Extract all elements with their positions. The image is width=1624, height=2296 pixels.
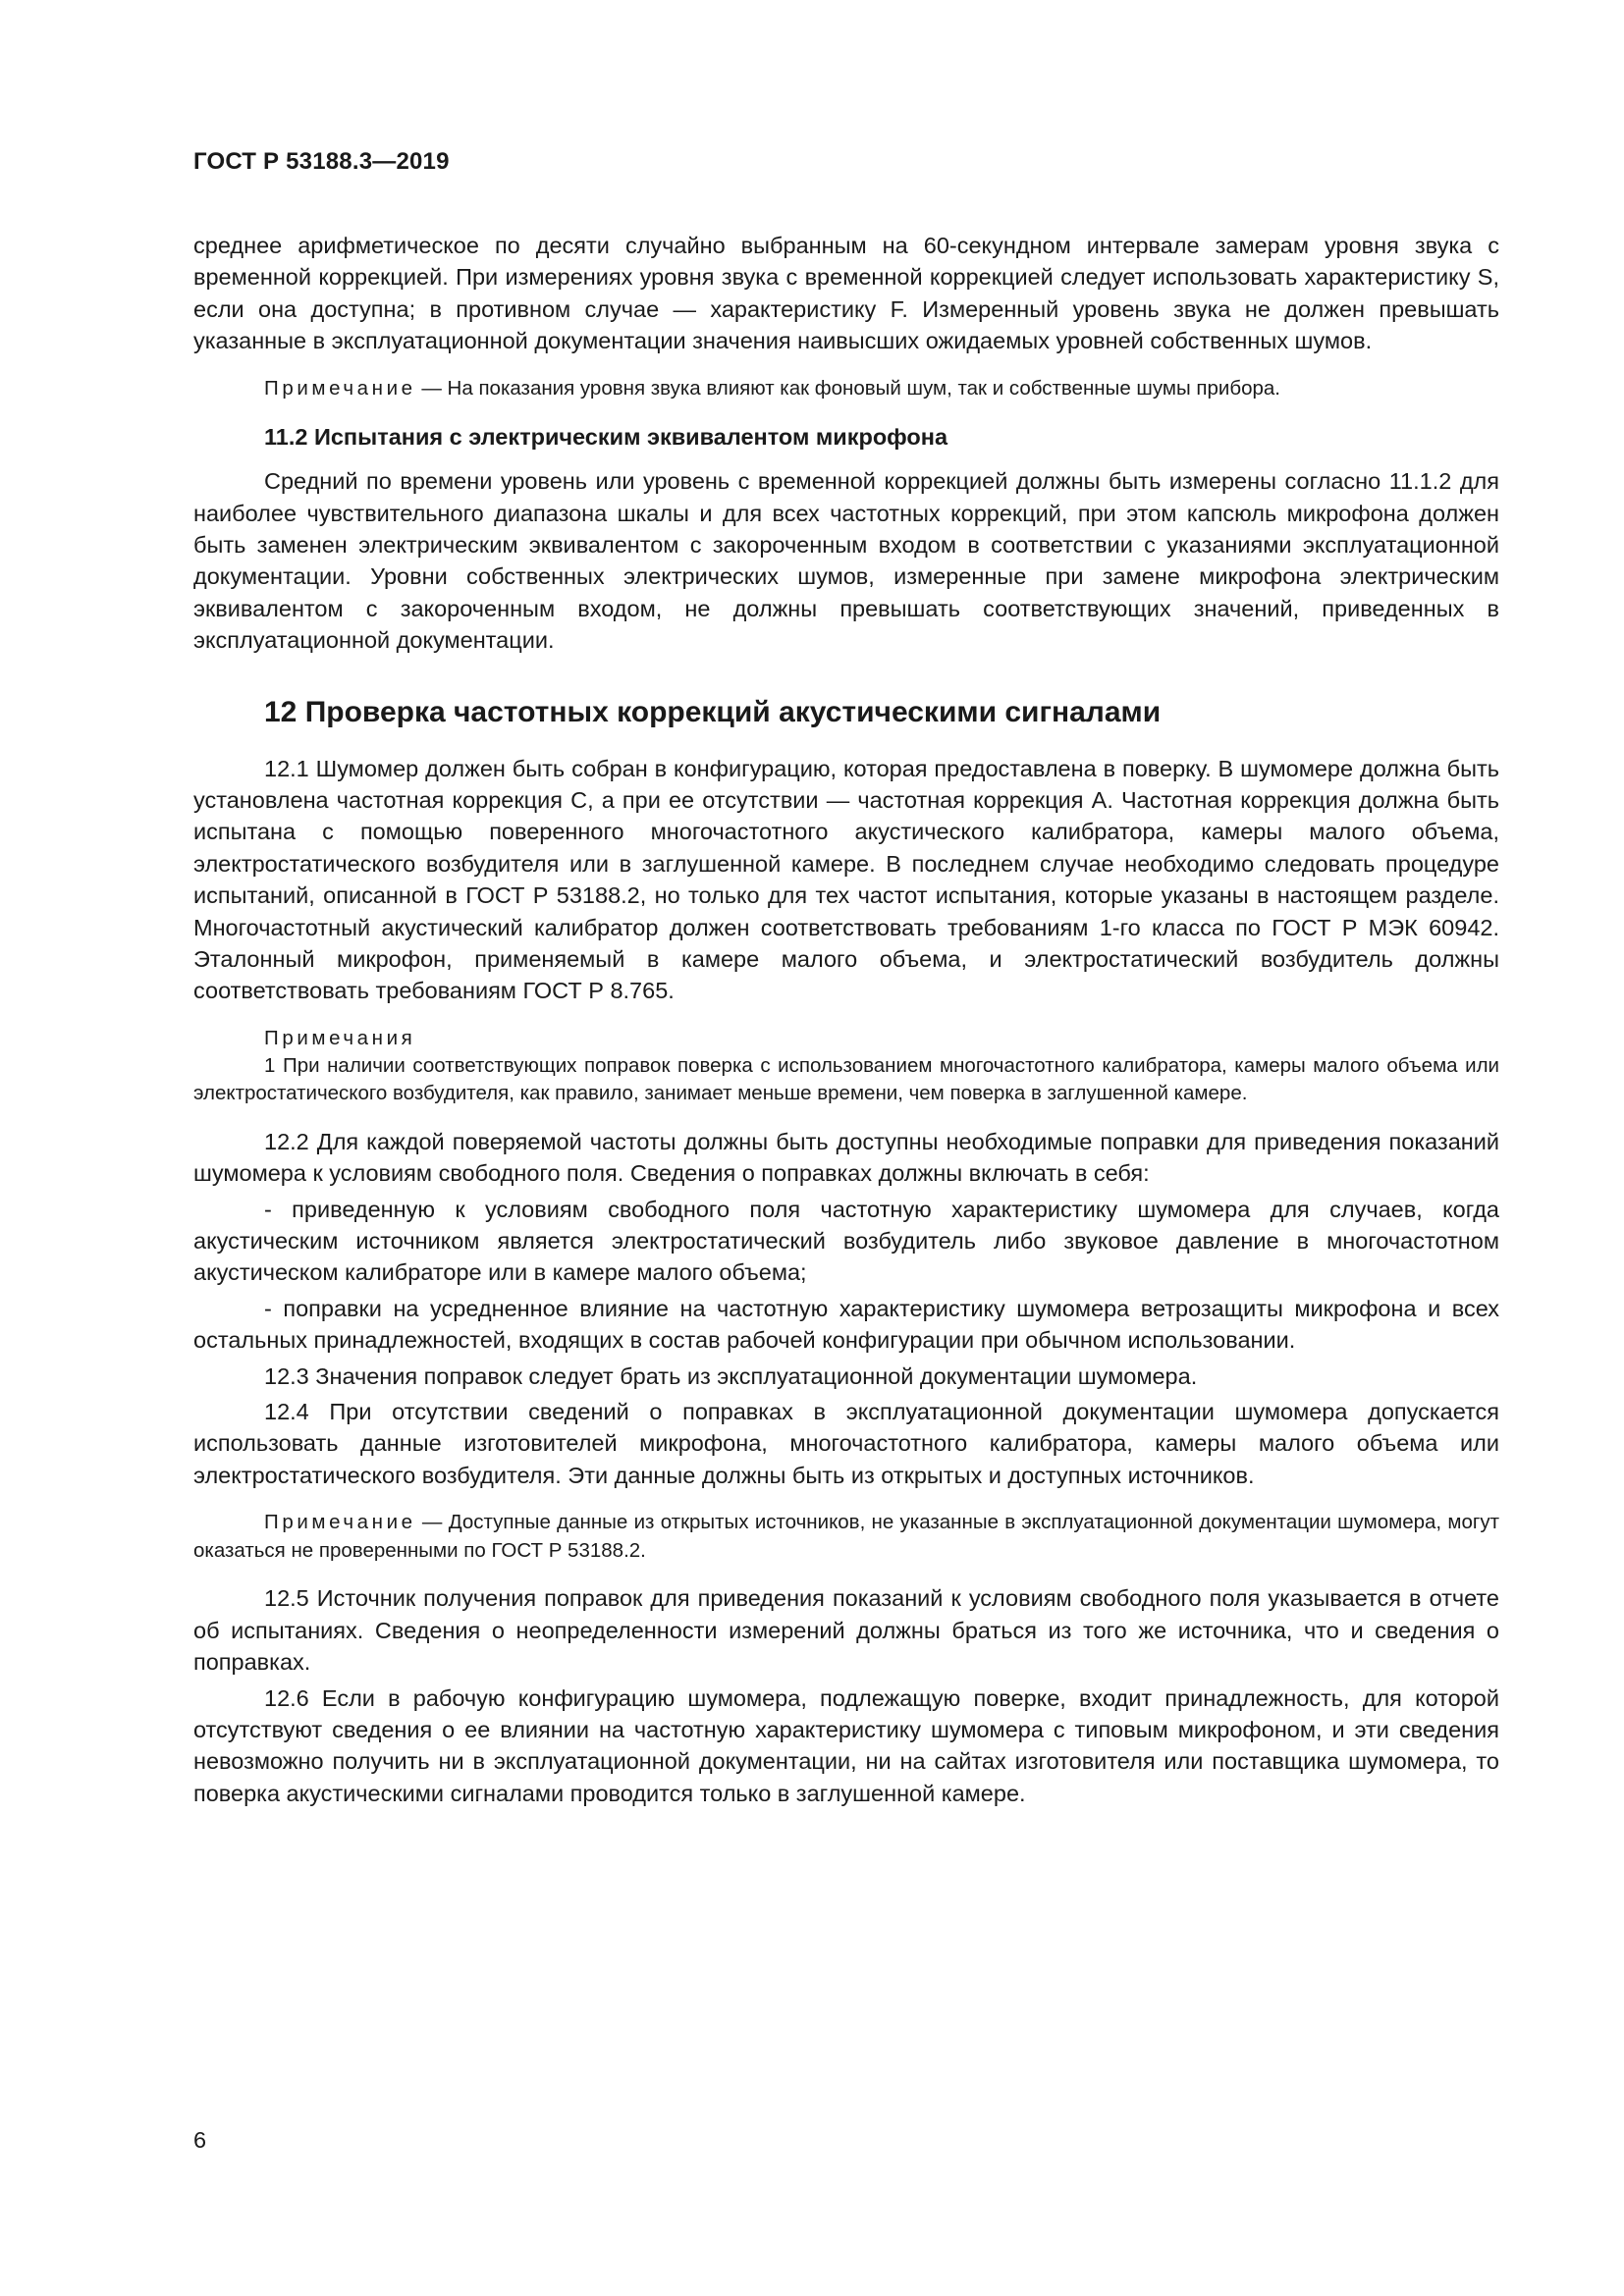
paragraph-12-4: 12.4 При отсутствии сведений о поправках в эксплуатационной документации шумомера допускается использовать данные изготовителей микрофона, многочастотного калибратора, камеры малого объема или электростатического возбудителя. Эти данные должны быть из открытых и доступных источников. — [193, 1399, 1499, 1488]
paragraph-11-2: Средний по времени уровень или уровень с временной коррекцией должны быть измерены согласно 11.1.2 для наиболее чувствительного диапазона шкалы и для всех частотных коррекций, при этом капсюль микрофона должен быть заменен электрическим эквивалентом с закороченным входом в соответствии с указаниями эксплуатационной документации. Уровни собственных электрических шумов, измеренные при замене микрофона электрическим эквивалентом с закороченным входом, не должны превышать соответствующих значений, приведенных в эксплуатационной документации. — [193, 468, 1499, 654]
paragraph-12-5: 12.5 Источник получения поправок для приведения показаний к условиям свободного поля указывается в отчете об испытаниях. Сведения о неопределенности измерений должны браться из того же источника, что и сведения о поправках. — [193, 1585, 1499, 1676]
list-item-2: - поправки на усредненное влияние на частотную характеристику шумомера ветрозащиты микрофона и всех остальных принадлежностей, входящих в состав рабочей конфигурации при обычном использовании. — [193, 1295, 1499, 1354]
note-label: Примечание — [264, 1511, 416, 1534]
list-item-1: - приведенную к условиям свободного поля частотную характеристику шумомера для случаев, когда акустическим источником является электростатический возбудитель либо звуковое давление в многочастотном акустическом калибраторе или в камере малого объема; — [193, 1196, 1499, 1286]
paragraph-12-6: 12.6 Если в рабочую конфигурацию шумомера, подлежащую поверке, входит принадлежность, для которой отсутствуют сведения о ее влиянии на частотную характеристику шумомера с типовым микрофоном, и эти сведения невозможно получить ни в эксплуатационной документации, ни на сайтах изготовителя или поставщика шумомера, то поверка акустическими сигналами проводится только в заглушенной камере. — [193, 1684, 1499, 1806]
notes-heading: Примечания — [264, 1026, 416, 1049]
paragraph-12-3: 12.3 Значения поправок следует брать из эксплуатационной документации шумомера. — [264, 1362, 1198, 1389]
note-12-4 — [193, 1509, 1499, 1565]
note-text: — На показания уровня звука влияют как фоновый шум, так и собственные шумы прибора. — [415, 376, 1281, 400]
note-11-1 — [193, 375, 1499, 403]
heading-11-2: 11.2 Испытания с электрическим эквивалентом микрофона — [264, 424, 948, 451]
paragraph-12-1: 12.1 Шумомер должен быть собран в конфигурацию, которая предоставлена в поверку. В шумомере должна быть установлена частотная коррекция С, а при ее отсутствии — частотная коррекция А. Частотная коррекция должна быть испытана с помощью поверенного многочастотного акустического калибратора, камеры малого объема, электростатического возбудителя или в заглушенной камере. В последнем случае необходимо следовать процедуре испытаний, описанной в ГОСТ Р 53188.2, но только для тех частот испытания, которые указаны в настоящем разделе. Многочастотный акустический калибратор должен соответствовать требованиям 1-го класса по ГОСТ Р МЭК 60942. Эталонный микрофон, применяемый в камере малого объема, и электростатический возбудитель должны соответствовать требованиям ГОСТ Р 8.765. — [193, 755, 1499, 1004]
note-text: — Доступные данные из открытых источников, не указанные в эксплуатационной документации шумомера, могут оказаться не проверенными по ГОСТ Р 53188.2. — [193, 1511, 1499, 1562]
document-page — [193, 147, 1499, 1809]
paragraph-12-2: 12.2 Для каждой поверяемой частоты должны быть доступны необходимые поправки для приведения показаний шумомера к условиям свободного поля. Сведения о поправках должны включать в себя: — [193, 1128, 1499, 1187]
document-header: ГОСТ Р 53188.3—2019 — [193, 148, 450, 175]
section-heading-12: 12 Проверка частотных коррекций акустическими сигналами — [264, 695, 1162, 728]
page-number: 6 — [193, 2127, 207, 2153]
note-label: Примечание — [264, 376, 416, 400]
note-12-1-item-1: 1 При наличии соответствующих поправок поверка с использованием многочастотного калибратора, камеры малого объема или электростатического возбудителя, как правило, занимает меньше времени, чем поверка в заглушенной камере. — [193, 1053, 1499, 1105]
paragraph-11-1-continuation: среднее арифметическое по десяти случайно выбранным на 60-секундном интервале замерам уровня звука с временной коррекцией. При измерениях уровня звука с временной коррекцией следует использовать характеристику S, если она доступна; в противном случае — характеристику F. Измеренный уровень звука не должен превышать указанные в эксплуатационной документации значения наивысших ожидаемых уровней собственных шумов. — [193, 233, 1499, 354]
